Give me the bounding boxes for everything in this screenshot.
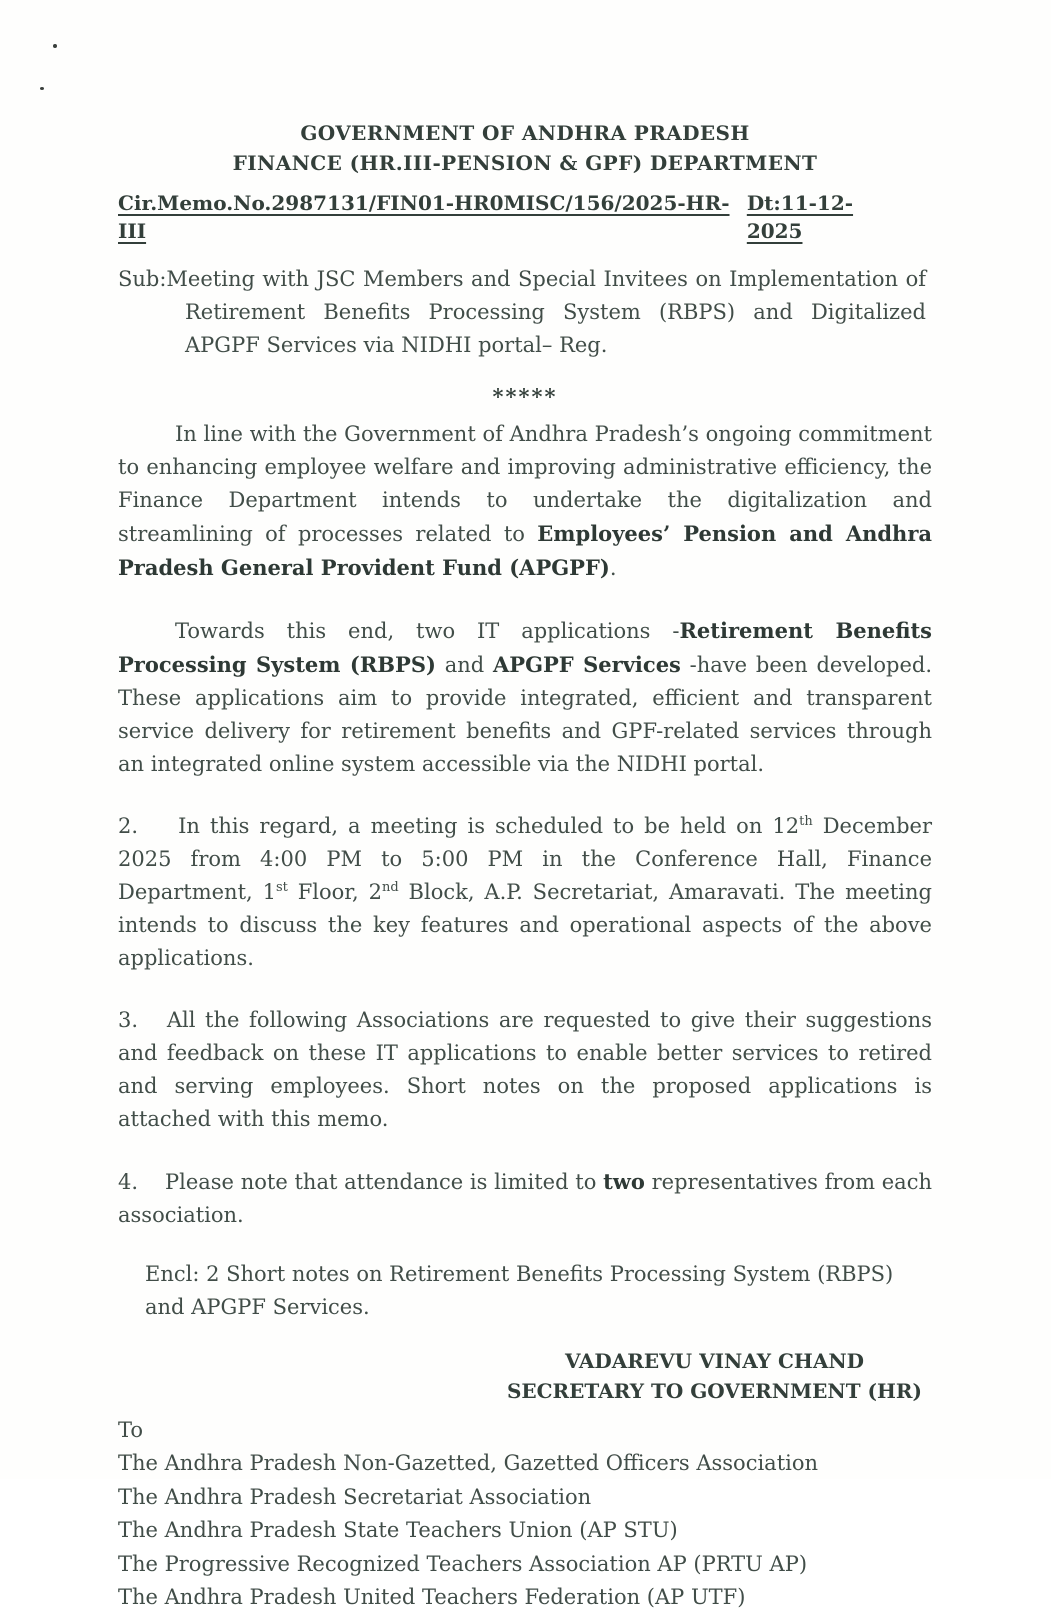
paragraph-applications: Towards this end, two IT applications -Retirement Benefits Processing System (RBPS) and APGPF Services -have been developed. These applications aim to provide integrated, efficient and transparent service delivery for retirement benefits and GPF-related services through an integrated online system accessible via the NIDHI portal. <box>118 618 933 776</box>
recipient-line: The Progressive Recognized Teachers Association AP (PRTU AP) <box>118 1551 808 1576</box>
scan-speck <box>40 87 44 90</box>
memo-number: Cir.Memo.No.2987131/FIN01-HR0MISC/156/2025-HR-III <box>118 191 730 243</box>
paragraph-intro: In line with the Government of Andhra Pradesh’s ongoing commitment to enhancing employee welfare and improving administrative efficiency, the Finance Department intends to undertake the digitalization and streamlining of processes related to Employees’ Pension and Andhra Pradesh General Provident Fund (APGPF). <box>118 422 933 580</box>
enclosure-note: Encl: 2 Short notes on Retirement Benefits Processing System (RBPS) and APGPF Services. <box>145 1262 894 1319</box>
to-label: To <box>118 1418 144 1442</box>
paragraph-attendance-limit: 4. Please note that attendance is limited to two representatives from each association. <box>118 1169 932 1227</box>
paragraph-meeting-schedule: 2. In this regard, a meeting is scheduled to be held on 12th December 2025 from 4:00 PM to 5:00 PM in the Conference Hall, Finance Department, 1st Floor, 2nd Block, A.P. Secretariat, Amaravati. The meeting intends to discuss the key features and operational aspects of the above applications. <box>118 814 932 970</box>
department-title: FINANCE (HR.III-PENSION & GPF) DEPARTMENT <box>232 151 818 175</box>
memo-reference-row <box>118 189 932 245</box>
recipient-line: The Andhra Pradesh Non-Gazetted, Gazetted Officers Association <box>118 1451 819 1475</box>
government-title: GOVERNMENT OF ANDHRA PRADESH <box>300 121 750 145</box>
scan-speck <box>53 44 57 48</box>
recipient-line: The Andhra Pradesh State Teachers Union (AP STU) <box>118 1518 678 1542</box>
recipient-line: The Andhra Pradesh Secretariat Association <box>118 1484 592 1509</box>
asterisk-separator: ***** <box>492 384 558 409</box>
subject-line: Sub:Meeting with JSC Members and Special Invitees on Implementation of Retirement Benefits Processing System (RBPS) and Digitalized APGPF Services via NIDHI portal– Reg. <box>118 267 926 357</box>
paragraph-associations-request: 3. All the following Associations are requested to give their suggestions and feedback on these IT applications to enable better services to retired and serving employees. Short notes on the proposed applications is attached with this memo. <box>118 1008 932 1131</box>
memo-date: Dt:11-12-2025 <box>746 191 854 243</box>
recipient-line: The Andhra Pradesh United Teachers Federation (AP UTF) <box>118 1585 746 1609</box>
signature-block <box>118 1346 932 1406</box>
signatory-designation: SECRETARY TO GOVERNMENT (HR) <box>506 1379 922 1403</box>
signatory-name: VADAREVU VINAY CHAND <box>564 1349 864 1373</box>
